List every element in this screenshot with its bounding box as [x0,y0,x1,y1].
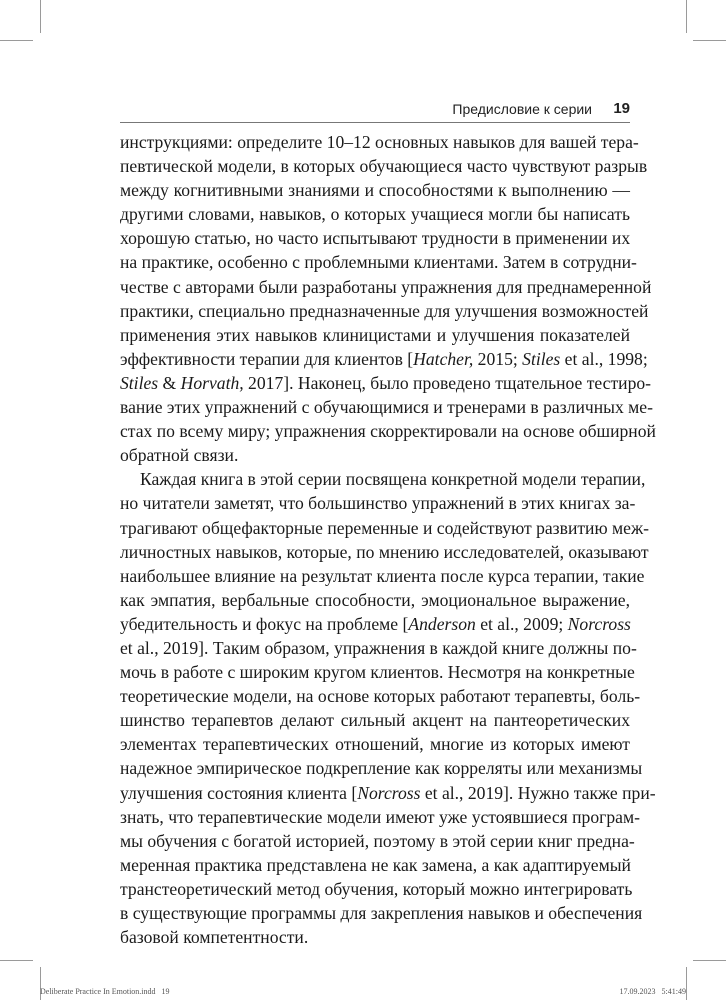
text-line: в существующие программы для закрепления навыков и обеспечения [120,903,643,923]
text-line: теоретические модели, на основе которых работают терапевты, боль- [120,686,641,707]
text-line: инструкциями: определите 10–12 основных навыков для вашей тера- [120,132,639,152]
text-line: личностных навыков, которые, по мнению исследователей, оказывают [120,541,649,562]
header-rule [120,122,630,123]
text-line: другими словами, навыков, о которых учащиеся могли бы написать [120,204,630,225]
text-line: et al., 2019]. Таким образом, упражнения в каждой книге должны по- [120,637,637,658]
text-line: элементах терапевтических отношений, многие из которых имеют [120,734,630,755]
text-line-citation: Stiles & Horvath, 2017]. Наконец, было проведено тщательное тестиро- [120,372,652,393]
crop-mark [40,0,41,33]
text-line: но читатели заметят, что большинство упражнений в этих книгах за- [120,493,636,514]
text-line: обратной связи. [120,445,239,466]
text-line: наибольшее влияние на результат клиента после курса терапии, такие [120,565,645,586]
text-line: честве с авторами были разработаны упражнения для преднамеренной [120,276,652,297]
text-line: применения этих навыков клиницистами и улучшения показателей [120,324,630,345]
text-line: стах по всему миру; упражнения скорректировали на основе обширной [120,421,656,442]
text-line: транстеоретический метод обучения, который можно интегрировать [120,878,633,899]
text-line: вание этих упражнений с обучающимися и тренерами в различных ме- [120,397,653,418]
crop-mark [0,960,33,961]
crop-mark [686,0,687,33]
running-head-title: Предисловие к серии [452,101,592,117]
text-line: на практике, особенно с проблемными клиентами. Затем в сотрудни- [120,252,637,273]
text-line: шинство терапевтов делают сильный акцент на пантеоретических [120,710,630,731]
slug-timestamp: 17.09.2023 5:41:49 [619,987,686,996]
crop-mark [0,40,33,41]
text-line: меренная практика представлена не как замена, а как адаптируемый [120,854,631,875]
text-line: между когнитивными знаниями и способностями к выполнению — [120,180,630,201]
paragraph [120,130,656,467]
crop-mark [693,960,726,961]
page-number: 19 [613,100,630,117]
text-line-citation: улучшения состояния клиента [Norcross et al., 2019]. Нужно также при- [120,782,656,803]
text-line: хорошую статью, но часто испытывают трудности в применении их [120,228,631,249]
text-line: мы обучения с богатой историей, поэтому в этой серии книг предна- [120,830,635,851]
crop-mark [686,967,687,1000]
text-line: как эмпатия, вербальные способности, эмоциональное выражение, [120,589,630,610]
text-line: трагивают общефакторные переменные и содействуют развитию меж- [120,517,649,538]
running-head [120,100,630,120]
text-line-citation: эффективности терапии для клиентов [Hatcher, 2015; Stiles et al., 1998; [120,348,648,369]
text-line-citation: убедительность и фокус на проблеме [Anderson et al., 2009; Norcross [120,613,631,634]
crop-mark [693,40,726,41]
text-line: мочь в работе с широким кругом клиентов. Несмотря на конкретные [120,662,635,683]
paragraph [120,467,656,949]
text-line: Каждая книга в этой серии посвящена конкретной модели терапии, [140,469,646,490]
text-line: певтической модели, в которых обучающиеся часто чувствуют разрыв [120,156,648,177]
text-line: базовой компетентности. [120,927,309,948]
slug-filename: Deliberate Practice In Emotion.indd 19 [40,987,170,996]
body-text [120,130,656,949]
text-line: знать, что терапевтические модели имеют уже устоявшиеся програм- [120,806,640,827]
text-line: практики, специально предназначенные для улучшения возможностей [120,300,649,321]
text-line: надежное эмпирическое подкрепление как корреляты или механизмы [120,758,643,779]
